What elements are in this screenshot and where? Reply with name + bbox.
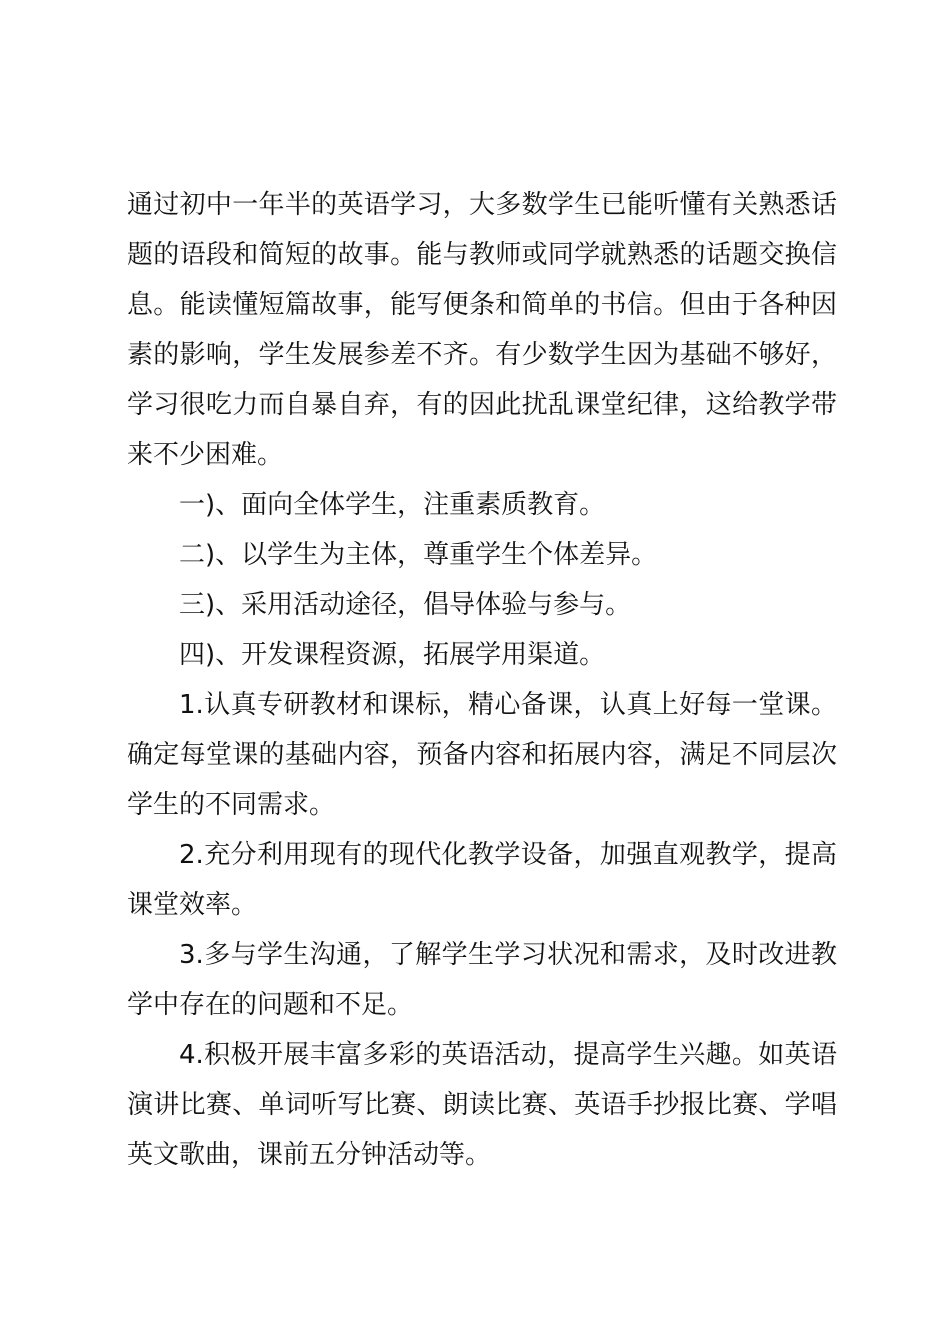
paragraph-principle-3: 三)、采用活动途径，倡导体验与参与。 <box>179 590 632 620</box>
paragraph-intro: 通过初中一年半的英语学习，大多数学生已能听懂有关熟悉话题的语段和简短的故事。能与教师或同学就熟悉的话题交换信息。能读懂短篇故事，能写便条和简单的书信。但由于各种因素的影响，学生发展参差不齐。有少数学生因为基础不够好，学习很吃力而自暴自弃，有的因此扰乱课堂纪律，这给教学带来不少困难。 <box>127 190 837 470</box>
paragraph-principle-4: 四)、开发课程资源，拓展学用渠道。 <box>179 640 606 670</box>
paragraph-principle-1: 一)、面向全体学生，注重素质教育。 <box>179 490 606 520</box>
paragraph-measure-1: 1.认真专研教材和课标，精心备课，认真上好每一堂课。确定每堂课的基础内容，预备内容和拓展内容，满足不同层次学生的不同需求。 <box>127 690 837 820</box>
document-body <box>127 180 837 1180</box>
paragraph-measure-2: 2.充分利用现有的现代化教学设备，加强直观教学，提高课堂效率。 <box>127 840 837 920</box>
paragraph-measure-3: 3.多与学生沟通，了解学生学习状况和需求，及时改进教学中存在的问题和不足。 <box>127 940 837 1020</box>
paragraph-measure-4: 4.积极开展丰富多彩的英语活动，提高学生兴趣。如英语演讲比赛、单词听写比赛、朗读比赛、英语手抄报比赛、学唱英文歌曲，课前五分钟活动等。 <box>127 1040 837 1170</box>
paragraph-principle-2: 二)、以学生为主体，尊重学生个体差异。 <box>179 540 658 570</box>
